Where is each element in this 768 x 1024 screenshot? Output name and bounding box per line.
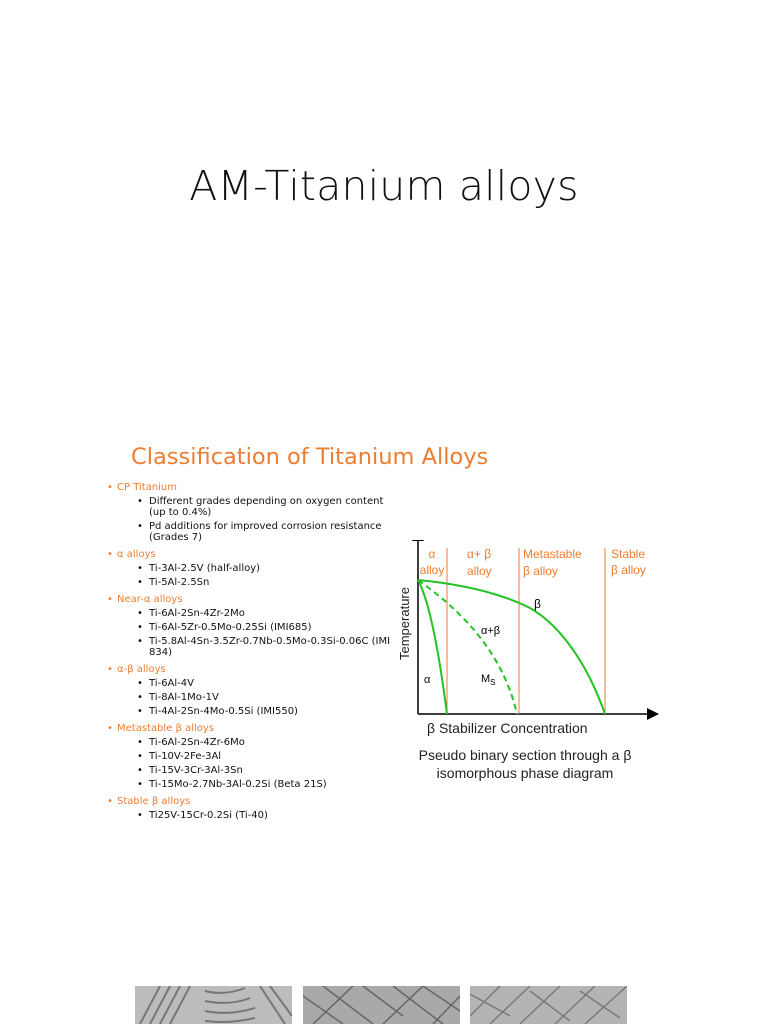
list-item: • Ti-6Al-5Zr-0.5Mo-0.25Si (IMI685): [107, 622, 397, 633]
region-label-alpha-2: alloy: [419, 563, 445, 577]
list-item: • Ti-5.8Al-4Sn-3.5Zr-0.7Nb-0.5Mo-0.3Si-0.06C (IMI 834): [107, 636, 397, 658]
martensite-start-curve: [418, 580, 517, 714]
category-alpha-beta: • α-β alloys: [107, 664, 397, 675]
list-item: • Ti-5Al-2.5Sn: [107, 577, 397, 588]
micrograph-image: [135, 986, 292, 1024]
region-label-metastable-1: Metastable: [523, 547, 582, 561]
region-label-stable-1: Stable: [611, 547, 646, 561]
micrograph-image: [470, 986, 627, 1024]
region-label-alpha-1: α: [428, 547, 436, 561]
micrograph-image: [303, 986, 460, 1024]
list-item: • Ti-8Al-1Mo-1V: [107, 692, 397, 703]
y-axis-label: Temperature: [397, 587, 412, 660]
phase-label-alpha: α: [424, 674, 431, 686]
phase-label-alpha-beta: α+β: [481, 625, 501, 637]
list-item: • Ti-6Al-2Sn-4Zr-2Mo: [107, 608, 397, 619]
phase-label-ms: $M_S$: [481, 673, 496, 687]
region-label-alpha-beta-1: α+ β: [467, 547, 492, 561]
x-axis-label: β Stabilizer Concentration: [427, 720, 588, 736]
category-cp-titanium: • CP Titanium: [107, 482, 397, 493]
category-metastable-beta: • Metastable β alloys: [107, 723, 397, 734]
list-item: • Ti-3Al-2.5V (half-alloy): [107, 563, 397, 574]
alloy-list: [107, 482, 397, 821]
diagram-caption: [400, 746, 650, 782]
caption-line-2: isomorphous phase diagram: [436, 765, 614, 781]
category-near-alpha: • Near-α alloys: [107, 594, 397, 605]
list-item: • Pd additions for improved corrosion resistance (Grades 7): [107, 521, 397, 543]
list-item: • Different grades depending on oxygen content (up to 0.4%): [107, 496, 397, 518]
page-title: AM-Titanium alloys: [189, 162, 579, 210]
list-item: • Ti-10V-2Fe-3Al: [107, 751, 397, 762]
region-label-metastable-2: β alloy: [523, 564, 558, 578]
list-item: • Ti25V-15Cr-0.2Si (Ti-40): [107, 810, 397, 821]
list-item: • Ti-4Al-2Sn-4Mo-0.5Si (IMI550): [107, 706, 397, 717]
list-item: • Ti-6Al-2Sn-4Zr-6Mo: [107, 737, 397, 748]
caption-line-1: Pseudo binary section through a β: [418, 747, 632, 763]
list-item: • Ti-15Mo-2.7Nb-3Al-0.2Si (Beta 21S): [107, 779, 397, 790]
region-label-alpha-beta-2: alloy: [467, 564, 492, 578]
category-stable-beta: • Stable β alloys: [107, 796, 397, 807]
list-item: • Ti-15V-3Cr-3Al-3Sn: [107, 765, 397, 776]
region-label-stable-2: β alloy: [611, 563, 646, 577]
list-item: • Ti-6Al-4V: [107, 678, 397, 689]
slide-title: Classification of Titanium Alloys: [131, 444, 489, 470]
beta-transus-curve: [418, 580, 605, 714]
phase-label-beta: β: [534, 597, 541, 611]
category-alpha: • α alloys: [107, 549, 397, 560]
